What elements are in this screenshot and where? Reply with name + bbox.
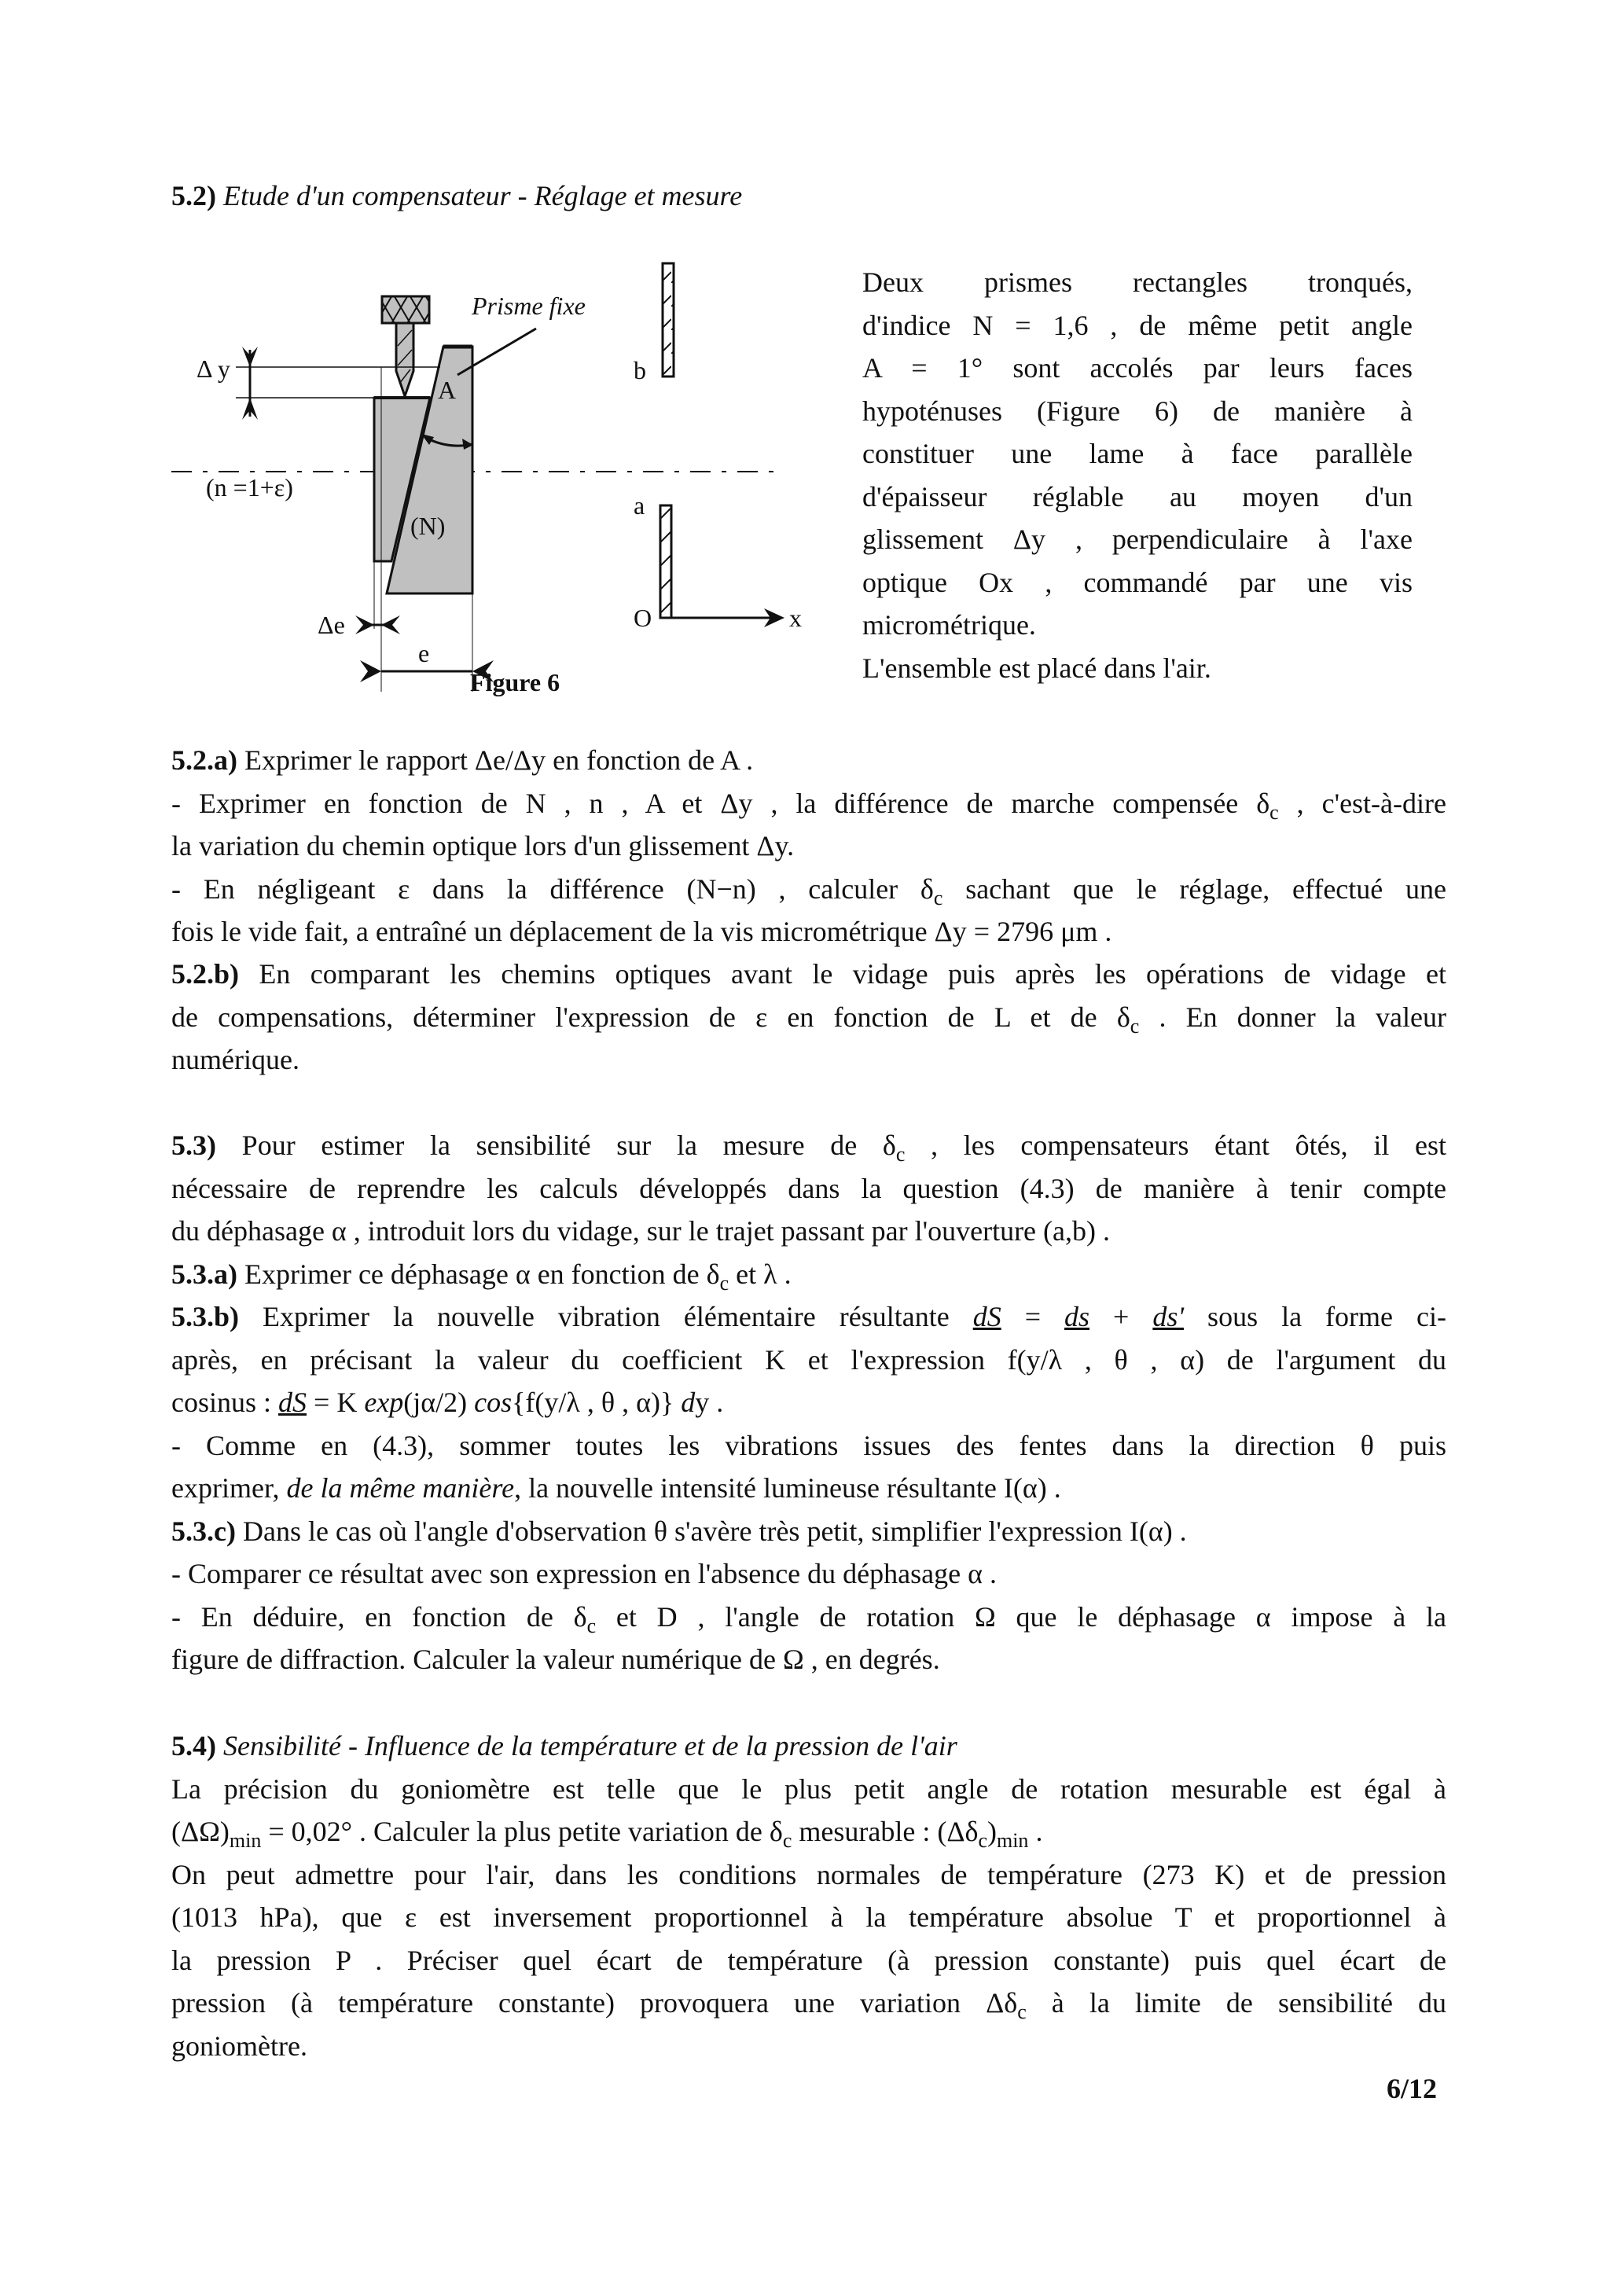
label-e: e: [418, 639, 430, 667]
label-medium-index: (n =1+ε): [206, 473, 293, 501]
figure-6-diagram: [157, 252, 849, 707]
question-text: En comparant les chemins optiques avant le vidage puis après les opérations de vidage et: [259, 958, 1446, 990]
subscript: c: [586, 1614, 597, 1637]
intro-line: optique Ox , commandé par une vis: [862, 566, 1413, 598]
question-text: goniomètre.: [171, 2030, 307, 2062]
math-cos: cos: [474, 1387, 513, 1418]
question-5-2-b: [171, 953, 1446, 1082]
math-op: =: [1001, 1301, 1065, 1332]
intro-line: Deux prismes rectangles tronqués,: [862, 266, 1413, 298]
math-op: +: [1089, 1301, 1153, 1332]
question-text: exprimer,: [171, 1472, 287, 1504]
question-text: On peut admettre pour l'air, dans les conditions normales de température (273 K) et de pression: [171, 1858, 1446, 1890]
question-text: - Comme en (4.3), sommer toutes les vibrations issues des fentes dans la direction θ puis: [171, 1429, 1446, 1461]
question-text: - Comparer ce résultat avec son expression en l'absence du déphasage α .: [171, 1558, 997, 1589]
section-5-2-heading: [171, 174, 742, 217]
emphasis-text: de la même manière: [286, 1472, 515, 1504]
question-label: 5.2.b): [171, 958, 240, 990]
math-text: ): [987, 1816, 997, 1847]
question-text: pression (à température constante) provoquera une variation Δδ: [171, 1987, 1018, 2019]
question-label: 5.3.c): [171, 1515, 236, 1547]
question-text: et λ .: [729, 1258, 792, 1290]
label-delta-e: Δe: [318, 611, 345, 639]
question-text: numérique.: [171, 1044, 299, 1075]
math-text: (ΔΩ): [171, 1816, 230, 1847]
question-text: Exprimer ce déphasage α en fonction de δ: [244, 1258, 720, 1290]
math-ds-prime: ds': [1152, 1301, 1185, 1332]
intro-line: d'épaisseur réglable au moyen d'un: [862, 480, 1413, 512]
question-text: cosinus :: [171, 1387, 279, 1418]
question-text: , c'est-à-dire: [1278, 787, 1446, 819]
question-5-4: [171, 1725, 1446, 2067]
question-label: 5.3.a): [171, 1258, 237, 1290]
question-text: , la nouvelle intensité lumineuse résultante I(α) .: [514, 1472, 1061, 1504]
question-text: fois le vide fait, a entraîné un déplacement de la vis micrométrique Δy = 2796 μm .: [171, 916, 1112, 947]
math-arg: (jα/2): [403, 1387, 475, 1418]
intro-line: micrométrique.: [862, 609, 1036, 641]
micrometer-screw-icon: [382, 296, 429, 396]
intro-line: d'indice N = 1,6 , de même petit angle: [862, 309, 1413, 341]
label-prisme-fixe: Prisme fixe: [472, 292, 586, 320]
question-text: - En déduire, en fonction de δ: [171, 1600, 587, 1633]
question-text: (1013 hPa), que ε est inversement proportionnel à la température absolue T et proportionnel à: [171, 1901, 1446, 1933]
figure-caption: Figure 6: [470, 668, 560, 696]
question-text: mesurable : (Δδ: [792, 1816, 979, 1847]
question-text: Exprimer le rapport Δe/Δy en fonction de A .: [244, 744, 754, 776]
subscript: c: [895, 1143, 906, 1166]
label-index-n: (N): [410, 512, 446, 540]
intro-line: constituer une lame à face parallèle: [862, 438, 1413, 469]
label-axis-x: x: [789, 604, 802, 632]
question-text: après, en précisant la valeur du coefficient K et l'expression f(y/λ , θ , α) de l'argument du: [171, 1343, 1446, 1376]
question-text: Dans le cas où l'angle d'observation θ s'avère très petit, simplifier l'expression I(α) .: [242, 1515, 1187, 1547]
section-title: Sensibilité - Influence de la température et de la pression de l'air: [223, 1730, 957, 1761]
math-exp: exp: [364, 1387, 404, 1418]
subscript: c: [719, 1271, 729, 1295]
question-text: - En négligeant ε dans la différence (N−n) , calculer δ: [171, 872, 934, 905]
subscript: c: [782, 1829, 792, 1852]
section-title: Etude d'un compensateur - Réglage et mesure: [223, 180, 743, 211]
intro-paragraph: [862, 261, 1413, 689]
delta-e-dimension: [355, 615, 400, 634]
slit-a: [660, 505, 671, 618]
subscript: c: [1017, 2000, 1027, 2023]
math-text: .: [1028, 1816, 1043, 1847]
label-slit-b: b: [634, 356, 646, 384]
slit-b: [663, 263, 674, 377]
subscript: c: [978, 1829, 987, 1852]
question-label: 5.3.b): [171, 1301, 240, 1332]
question-text: et D , l'angle de rotation Ω que le déphasage α impose à la: [596, 1600, 1446, 1633]
question-text: du déphasage α , introduit lors du vidage, sur le trajet passant par l'ouverture (a,b) .: [171, 1215, 1110, 1247]
label-delta-y: Δ y: [197, 355, 230, 383]
question-text: Pour estimer la sensibilité sur la mesure de δ: [241, 1130, 896, 1161]
math-d: d: [681, 1387, 696, 1418]
question-text: de compensations, déterminer l'expression de ε en fonction de L et de δ: [171, 1001, 1130, 1033]
intro-line: A = 1° sont accolés par leurs faces: [862, 352, 1413, 384]
question-label: 5.2.a): [171, 744, 237, 776]
question-text: Exprimer la nouvelle vibration élémentaire résultante: [263, 1301, 973, 1332]
question-text: = 0,02° . Calculer la plus petite variation de δ: [261, 1816, 783, 1847]
question-text: nécessaire de reprendre les calculs développés dans la question (4.3) de manière à tenir compte: [171, 1172, 1446, 1204]
math-dS: dS: [278, 1387, 307, 1418]
math-op: = K: [307, 1387, 365, 1418]
subscript: c: [1130, 1014, 1140, 1038]
question-text: la pression P . Préciser quel écart de température (à pression constante) puis quel écart de: [171, 1944, 1446, 1976]
question-5-2-a: [171, 739, 1446, 953]
question-text: La précision du goniomètre est telle que le plus petit angle de rotation mesurable est égal à: [171, 1773, 1446, 1805]
question-text: , les compensateurs étant ôtés, il est: [905, 1130, 1446, 1161]
label-slit-a: a: [634, 491, 645, 520]
math-arg: {f(y/λ , θ , α)}: [512, 1387, 682, 1418]
label-origin-o: O: [634, 604, 652, 632]
question-text: . En donner la valeur: [1159, 1001, 1446, 1033]
question-5-3: [171, 1124, 1446, 1681]
math-arg: y .: [695, 1387, 724, 1418]
label-angle-a: A: [438, 376, 457, 404]
subscript: min: [229, 1829, 262, 1852]
question-text: sous la forme ci-: [1184, 1301, 1446, 1332]
section-number: 5.2): [171, 180, 216, 211]
question-text: la variation du chemin optique lors d'un glissement Δy.: [171, 830, 795, 861]
delta-y-dimension: [242, 347, 258, 420]
math-dS: dS: [972, 1301, 1001, 1332]
math-ds: ds: [1064, 1301, 1090, 1332]
intro-line: glissement Δy , perpendiculaire à l'axe: [862, 523, 1413, 555]
page-number: 6/12: [1386, 2073, 1437, 2104]
intro-line: hypoténuses (Figure 6) de manière à: [862, 395, 1413, 427]
question-label: 5.4): [171, 1730, 216, 1761]
question-text: sachant que le réglage, effectué une: [942, 872, 1446, 905]
subscript: c: [933, 886, 943, 909]
question-text: à la limite de sensibilité du: [1026, 1987, 1446, 2019]
question-text: figure de diffraction. Calculer la valeur numérique de Ω , en degrés.: [171, 1644, 940, 1675]
question-label: 5.3): [171, 1130, 216, 1161]
subscript: min: [996, 1829, 1029, 1852]
subscript: c: [1269, 800, 1279, 824]
question-text: - Exprimer en fonction de N , n , A et Δy , la différence de marche compensée δ: [171, 787, 1270, 819]
x-axis-arrow-icon: [660, 608, 784, 627]
intro-line: L'ensemble est placé dans l'air.: [862, 652, 1211, 684]
